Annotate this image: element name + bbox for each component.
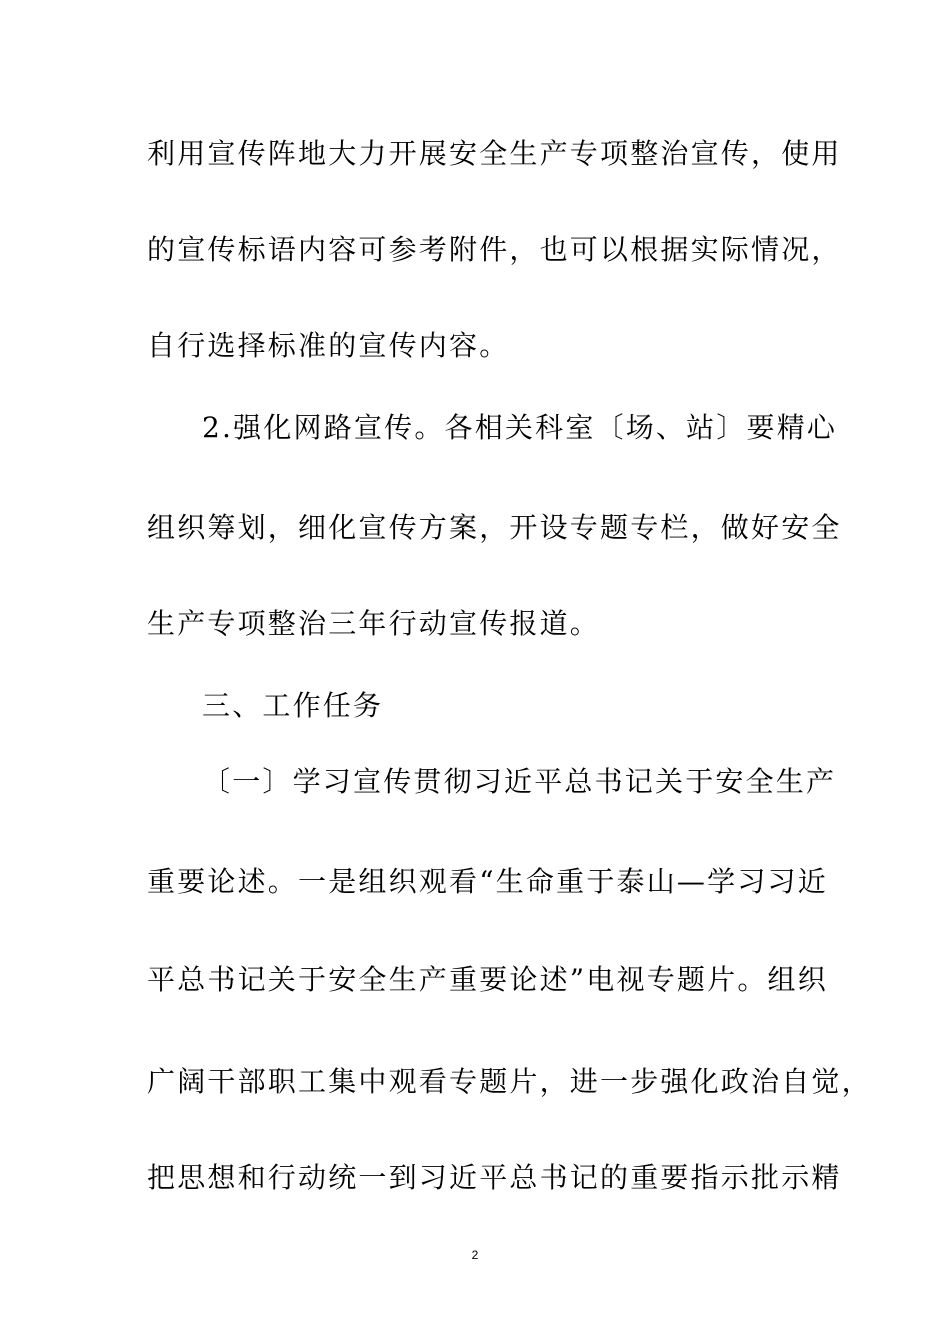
text-line: 自行选择标准的宣传内容。 <box>147 329 510 362</box>
text-line: 平总书记关于安全生产重要论述”电视专题片。组织 <box>147 963 828 996</box>
section-heading: 三、工作任务 <box>202 689 384 722</box>
text-line: 的宣传标语内容可参考附件，也可以根据实际情况， <box>147 233 842 266</box>
subsection-heading-line: 〔一〕学习宣传贯彻习近平总书记关于安全生产 <box>202 765 837 798</box>
page-number: 2 <box>471 1248 479 1262</box>
text-line: 组织筹划，细化宣传方案，开设专题专栏，做好安全 <box>147 511 842 544</box>
text-line: 利用宣传阵地大力开展安全生产专项整治宣传，使用 <box>147 137 842 170</box>
text-line: 广阔干部职工集中观看专题片，进一步强化政治自觉， <box>147 1065 872 1098</box>
text-line: 重要论述。一是组织观看“生命重于泰山—学习习近 <box>147 865 828 898</box>
text-line: 把思想和行动统一到习近平总书记的重要指示批示精 <box>147 1161 842 1194</box>
paragraph-start-line: 2.强化网路宣传。各相关科室〔场、站〕要精心 <box>202 411 838 444</box>
text-line: 生产专项整治三年行动宣传报道。 <box>147 607 601 640</box>
